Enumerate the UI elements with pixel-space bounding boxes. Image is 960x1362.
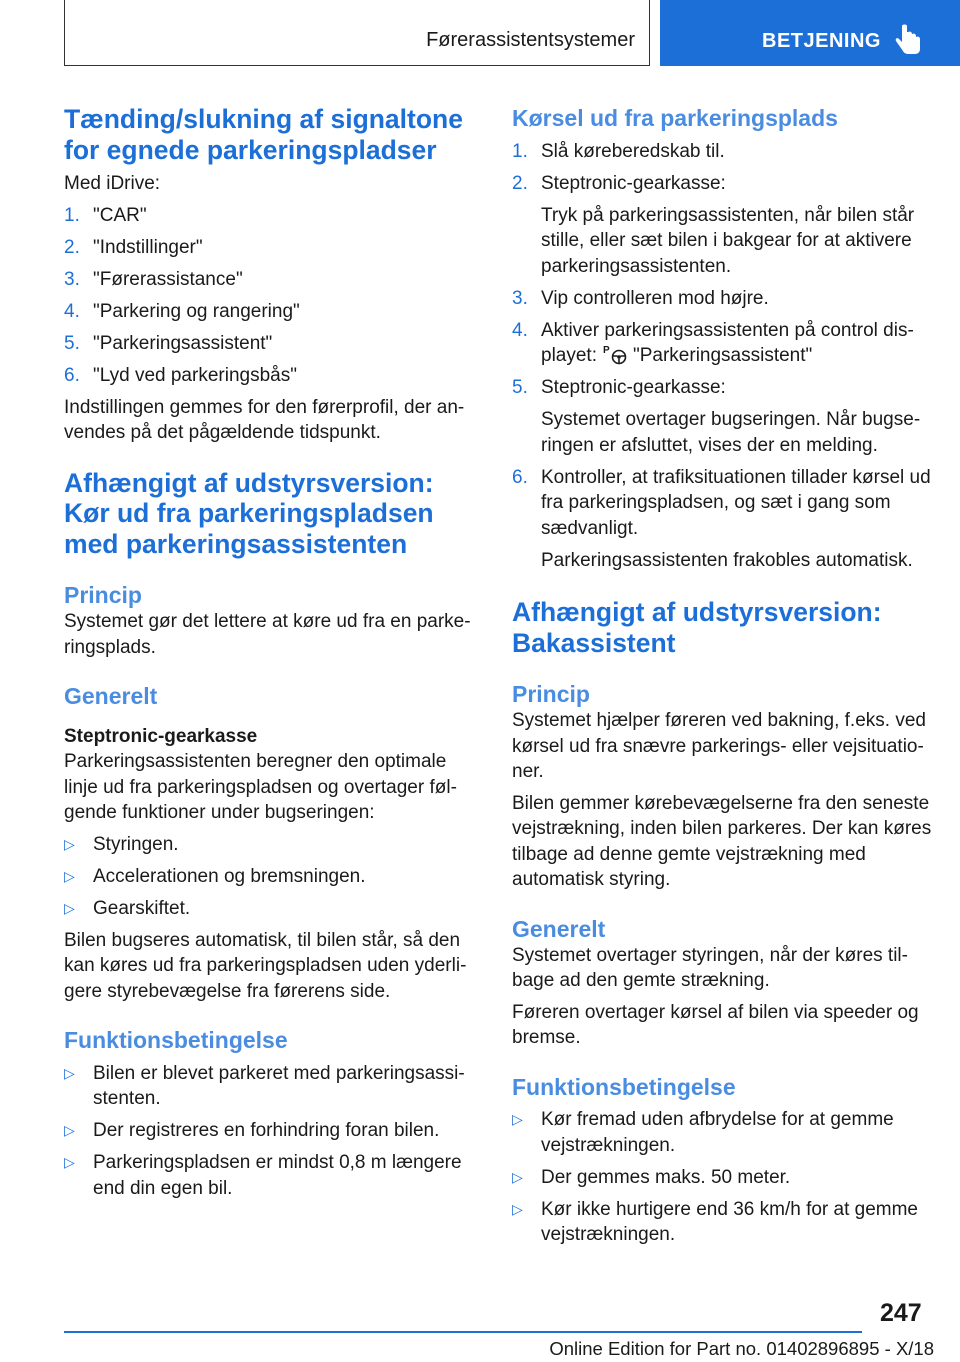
- triangle-bullet-icon: ▷: [64, 836, 75, 852]
- heading-exit-procedure: Kørsel ud fra parkeringsplads: [512, 105, 838, 131]
- list-item: 5. "Parkeringsassistent": [64, 333, 273, 354]
- header-chapter-tab: [660, 0, 960, 66]
- triangle-bullet-icon: ▷: [512, 1111, 523, 1127]
- idrive-steps-list: [64, 203, 484, 389]
- triangle-bullet-icon: ▷: [64, 868, 75, 884]
- heading-bakassistent: Afhængigt af udstyrsversion: Bakassistent: [512, 597, 882, 658]
- header-chapter-title: BETJENING: [762, 30, 881, 52]
- header-section-box: [64, 0, 650, 66]
- list-item: 2. Steptronic-gearkasse: Tryk på parkeringsassistenten, når bilen står stille, eller sæt bilen i bakgear for at aktivere parkeringsassistenten.: [512, 172, 915, 277]
- list-item: ▷ Bilen er blevet parkeret med parkeringsassistenten.: [64, 1062, 465, 1109]
- triangle-bullet-icon: ▷: [64, 900, 75, 916]
- steptronic-text: Parkeringsassistenten beregner den optimale linje ud fra parkeringspladsen og overtager følgende funktioner under bugseringen:: [64, 751, 457, 823]
- right-column: [512, 104, 932, 1248]
- triangle-bullet-icon: ▷: [512, 1168, 523, 1185]
- list-item: ▷ Kør fremad uden afbrydelse for at gemme vejstrækningen.: [512, 1109, 894, 1156]
- list-item: ▷ Der gemmes maks. 50 meter.: [512, 1165, 932, 1191]
- exit-steps-list: [512, 139, 932, 574]
- triangle-bullet-icon: ▷: [64, 1122, 75, 1138]
- heading-signal-tone: Tænding/slukning af signaltone for egnede parkeringspladser: [64, 104, 463, 165]
- list-item: ▷ Kør ikke hurtigere end 36 km/h for at gemme vejstrækningen.: [512, 1198, 918, 1245]
- list-item: ▷ Styringen.: [64, 832, 484, 858]
- footer-divider: [64, 1331, 862, 1333]
- list-item: 6. Kontroller, at trafiksituationen tillader kørsel ud fra parkeringspladsen, og sæt i gang som sædvanligt. Parkeringsassistenten frakobles automatisk.: [512, 466, 931, 571]
- heading-princip: Princip: [64, 582, 142, 608]
- conditions-list: [512, 1107, 932, 1248]
- list-item: 3. "Førerassistance": [64, 269, 243, 290]
- generelt-text-1: Systemet overtager styringen, når der køres tilbage ad den gemte strækning.: [512, 944, 908, 991]
- triangle-bullet-icon: ▷: [512, 1200, 523, 1217]
- heading-steptronic: Steptronic-gearkasse: [64, 726, 258, 747]
- parking-assistant-icon: [603, 343, 629, 365]
- heading-princip: Princip: [512, 681, 590, 707]
- list-item: ▷ Parkeringspladsen er mindst 0,8 m længere end din egen bil.: [64, 1152, 462, 1199]
- list-item: 1. "CAR": [64, 205, 147, 226]
- list-item: 3. Vip controlleren mod højre.: [512, 287, 769, 309]
- list-item: 5. Steptronic-gearkasse: Systemet overtager bugseringen. Når bugseringen er afsluttet, vises der en melding.: [512, 377, 921, 456]
- list-item: 2. "Indstillinger": [64, 237, 203, 258]
- heading-generelt: Generelt: [64, 683, 158, 709]
- footer-edition: Online Edition for Part no. 01402896895 - X/18: [549, 1338, 934, 1359]
- list-item: 1. Slå køreberedskab til.: [512, 140, 725, 162]
- list-item: ▷ Accelerationen og bremsningen.: [64, 864, 484, 890]
- list-item: ▷ Gearskiftet.: [64, 896, 484, 922]
- heading-exit-parking: Afhængigt af udstyrsversion: Kør ud fra parkeringspladsen med parkeringsassistenten: [64, 467, 434, 559]
- heading-generelt: Generelt: [512, 915, 606, 942]
- heading-funktionsbetingelse: Funktionsbetingelse: [64, 1027, 288, 1053]
- left-column: [64, 104, 484, 1201]
- list-item: 4. "Parkering og rangering": [64, 301, 300, 322]
- header-section-title: Førerassistentsystemer: [426, 29, 635, 51]
- list-item: 4. Aktiver parkeringsassistenten på control displayet: P "Parkeringsassistent": [512, 319, 914, 366]
- page-number: 247: [880, 1299, 922, 1327]
- heading-funktionsbetingelse: Funktionsbetingelse: [512, 1073, 736, 1100]
- idrive-intro: Med iDrive:: [64, 173, 161, 194]
- svg-text:P: P: [602, 345, 610, 356]
- pointing-hand-icon: [894, 24, 922, 56]
- functions-list: [64, 832, 484, 922]
- princip-text: Systemet gør det lettere at køre ud fra en parkeringsplads.: [64, 611, 471, 658]
- princip-text-1: Systemet hjælper føreren ved bakning, f.eks. ved kørsel ud fra snævre parkerings- eller vejsituationer.: [512, 710, 926, 782]
- triangle-bullet-icon: ▷: [64, 1154, 75, 1170]
- princip-text-2: Bilen gemmer kørebevægelserne fra den seneste vejstrækning, inden bilen parkeres. Der kan køres tilbage ad denne gemte vejstrækning med automatisk styring.: [512, 792, 932, 890]
- tow-text: Bilen bugseres automatisk, til bilen står, så den kan køres ud fra parkeringspladsen uden yderligere styrebevægelse fra førerens side.: [64, 929, 467, 1002]
- list-item: ▷ Der registreres en forhindring foran bilen.: [64, 1118, 484, 1144]
- conditions-list: [64, 1061, 484, 1202]
- generelt-text-2: Føreren overtager kørsel af bilen via speeder og bremse.: [512, 1001, 919, 1048]
- triangle-bullet-icon: ▷: [64, 1064, 75, 1081]
- list-item: 6. "Lyd ved parkeringsbås": [64, 365, 297, 386]
- saved-note: Indstillingen gemmes for den førerprofil, der anvendes på det pågældende tidspunkt.: [64, 396, 465, 443]
